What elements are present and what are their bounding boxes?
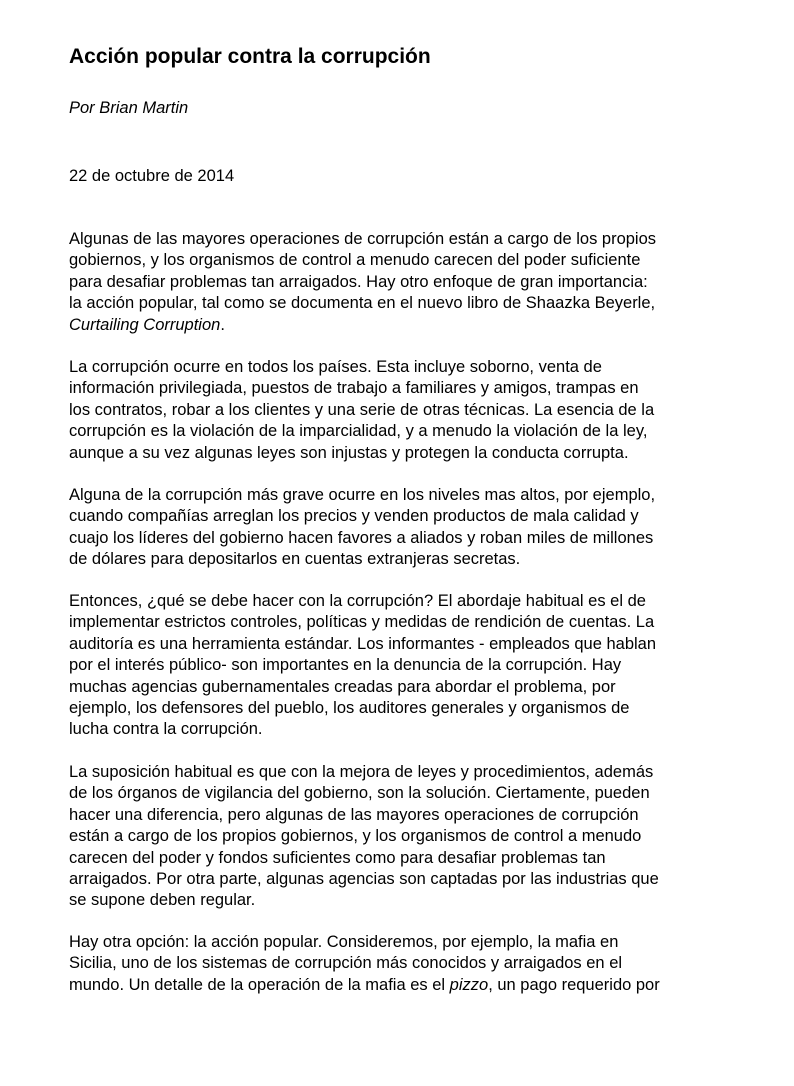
paragraph-4 [69, 591, 656, 741]
italic-term: pizzo [449, 975, 489, 994]
paragraph-line: se supone deben regular. [69, 891, 256, 910]
paragraph-line: carecen del poder y fondos suficientes como para desafiar problemas tan [69, 848, 606, 867]
paragraph-line: hacer una diferencia, pero algunas de las mayores operaciones de corrupción [69, 805, 639, 824]
book-title: Curtailing Corruption [69, 315, 221, 334]
paragraph-line: los contratos, robar a los clientes y una serie de otras técnicas. La esencia de la [69, 400, 655, 419]
paragraph-line: están a cargo de los propios gobiernos, y los organismos de control a menudo [69, 827, 642, 846]
paragraph-5 [69, 762, 659, 912]
paragraph-line: Sicilia, uno de los sistemas de corrupción más conocidos y arraigados en el [69, 954, 623, 973]
paragraph-1 [69, 229, 656, 336]
paragraph-line: cuajo los líderes del gobierno hacen favores a aliados y roban miles de millones [69, 528, 654, 547]
paragraph-line: implementar estrictos controles, políticas y medidas de rendición de cuentas. La [69, 613, 655, 632]
paragraph-line: La corrupción ocurre en todos los países. Esta incluye soborno, venta de [69, 358, 602, 376]
paragraph-line: Hay otra opción: la acción popular. Consideremos, por ejemplo, la mafia en [69, 933, 619, 951]
article-author: Por Brian Martin [69, 99, 189, 117]
paragraph-line: cuando compañías arreglan los precios y venden productos de mala calidad y [69, 507, 639, 526]
paragraph-line: Alguna de la corrupción más grave ocurre en los niveles mas altos, por ejemplo, [69, 486, 656, 504]
paragraph-line: Algunas de las mayores operaciones de corrupción están a cargo de los propios [69, 230, 657, 248]
paragraph-line: ejemplo, los defensores del pueblo, los auditores generales y organismos de [69, 698, 630, 717]
paragraph-line: de los órganos de vigilancia del gobierno, son la solución. Ciertamente, pueden [69, 784, 650, 803]
paragraph-line: aunque a su vez algunas leyes son injustas y protegen la conducta corrupta. [69, 443, 629, 462]
paragraph-line: por el interés público- son importantes en la denuncia de la corrupción. Hay [69, 656, 622, 675]
paragraph-2 [69, 357, 654, 464]
paragraph-3 [69, 485, 655, 571]
paragraph-line: La suposición habitual es que con la mejora de leyes y procedimientos, además [69, 763, 654, 781]
paragraph-line: arraigados. Por otra parte, algunas agencias son captadas por las industrias que [69, 869, 659, 888]
paragraph-line [69, 315, 656, 336]
paragraph-6 [69, 932, 660, 996]
paragraph-line: muchas agencias gubernamentales creadas para abordar el problema, por [69, 677, 616, 696]
paragraph-line: para desafiar problemas tan arraigados. Hay otro enfoque de gran importancia: [69, 272, 648, 291]
paragraph-line [69, 975, 660, 996]
paragraph-line: gobiernos, y los organismos de control a menudo carecen del poder suficiente [69, 251, 641, 270]
line-tail: . [220, 315, 225, 334]
article-title: Acción popular contra la corrupción [69, 45, 431, 68]
line-tail: , un pago requerido por [488, 975, 660, 994]
paragraph-line: corrupción es la violación de la imparcialidad, y a menudo la violación de la ley, [69, 422, 648, 441]
article-date: 22 de octubre de 2014 [69, 167, 235, 185]
paragraph-line: de dólares para depositarlos en cuentas extranjeras secretas. [69, 550, 521, 569]
paragraph-line: lucha contra la corrupción. [69, 720, 263, 739]
paragraph-line: auditoría es una herramienta estándar. Los informantes - empleados que hablan [69, 634, 657, 653]
paragraph-line: la acción popular, tal como se documenta en el nuevo libro de Shaazka Beyerle, [69, 294, 656, 313]
line-head: mundo. Un detalle de la operación de la mafia es el [69, 975, 450, 994]
paragraph-line: información privilegiada, puestos de trabajo a familiares y amigos, trampas en [69, 379, 639, 398]
paragraph-line: Entonces, ¿qué se debe hacer con la corrupción? El abordaje habitual es el de [69, 592, 646, 610]
